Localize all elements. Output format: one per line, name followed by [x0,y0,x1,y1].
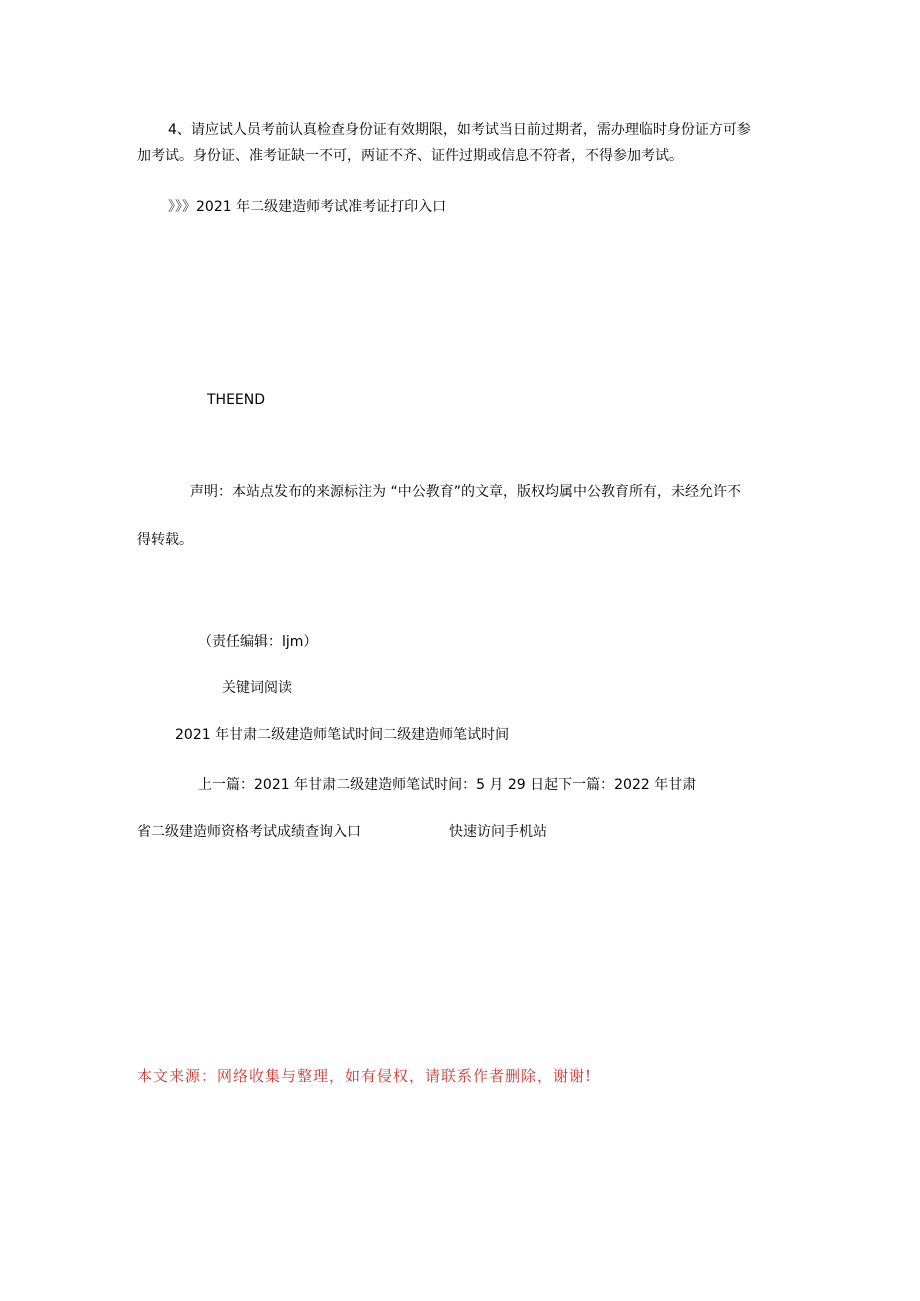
the-end-marker: THEEND [207,392,266,408]
responsible-editor: （责任编辑：ljm） [198,634,318,650]
prev-next-navigation-line-2[interactable]: 省二级建造师资格考试成绩查询入口 [137,824,361,840]
keywords-heading: 关键词阅读 [222,680,292,696]
admission-ticket-print-link[interactable]: 》》》2021 年二级建造师考试准考证打印入口 [168,199,447,215]
source-disclaimer: 本文来源：网络收集与整理，如有侵权，请联系作者删除，谢谢! [137,1067,593,1085]
copyright-notice-line-1: 声明：本站点发布的来源标注为 “中公教育”的文章，版权均属中公教育所有，未经允许不 [190,484,741,500]
prev-next-navigation-line-1[interactable]: 上一篇：2021 年甘肃二级建造师笔试时间：5 月 29 日起下一篇：2022 年甘肃 [198,777,697,793]
paragraph-4-line-1: 4、请应试人员考前认真检查身份证有效期限，如考试当日前过期者，需办理临时身份证方可参 [168,122,751,138]
keyword-link[interactable]: 2021 年甘肃二级建造师笔试时间二级建造师笔试时间 [175,727,510,743]
paragraph-4-line-2: 加考试。身份证、准考证缺一不可，两证不齐、证件过期或信息不符者，不得参加考试。 [137,148,683,164]
copyright-notice-line-2: 得转载。 [137,532,193,548]
mobile-site-link[interactable]: 快速访问手机站 [449,824,547,840]
